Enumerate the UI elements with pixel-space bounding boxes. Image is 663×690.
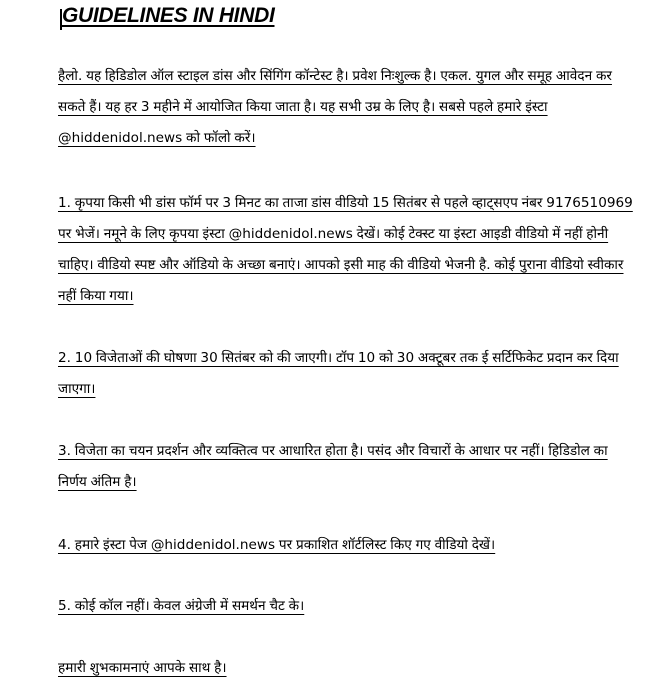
rule-2-paragraph: 2. 10 विजेताओं की घोषणा 30 सितंबर को की जाएगी। टॉप 10 को 30 अक्टूबर तक ई सर्टिफिकेट प्रदान कर दिया जाएगा। [58, 350, 619, 397]
intro-paragraph: हैलो. यह हिडिडोल ऑल स्टाइल डांस और सिंगिंग कॉन्टेस्ट है। प्रवेश निःशुल्क है। एकल. युगल और समूह आवेदन कर सकते हैं। यह हर 3 महीने में आयोजित किया जाता है। यह सभी उम्र के लिए है। सबसे पहले हमारे इंस्टा @hiddenidol.news को फॉलो करें। [58, 68, 612, 146]
rule-3-paragraph: 3. विजेता का चयन प्रदर्शन और व्यक्तित्व पर आधारित होता है। पसंद और विचारों के आधार पर नहीं। हिडिडोल का निर्णय अंतिम है। [58, 443, 608, 490]
rule-1-paragraph: 1. कृपया किसी भी डांस फॉर्म पर 3 मिनट का ताजा डांस वीडियो 15 सितंबर से पहले व्हाट्सएप नंबर 9176510969 पर भेजें। नमूने के लिए कृपया इंस्टा @hiddenidol.news देखें। कोई टेक्स्ट या इंस्टा आइडी वीडियो में नहीं होनी चाहिए। वीडियो स्पष्ट और ऑडियो के अच्छा बनाएं। आपको इसी माह की वीडियो भेजनी है. कोई पुराना वीडियो स्वीकार नहीं किया गया। [58, 195, 633, 304]
closing-paragraph: हमारी शुभकामनाएं आपके साथ है। [58, 660, 227, 676]
rule-4-paragraph: 4. हमारे इंस्टा पेज @hiddenidol.news पर प्रकाशित शॉर्टलिस्ट किए गए वीडियो देखें। [58, 537, 496, 553]
rule-5-paragraph: 5. कोई कॉल नहीं। केवल अंग्रेजी में समर्थन चैट के। [58, 598, 305, 614]
document-title: GUIDELINES IN HINDI [62, 4, 275, 27]
